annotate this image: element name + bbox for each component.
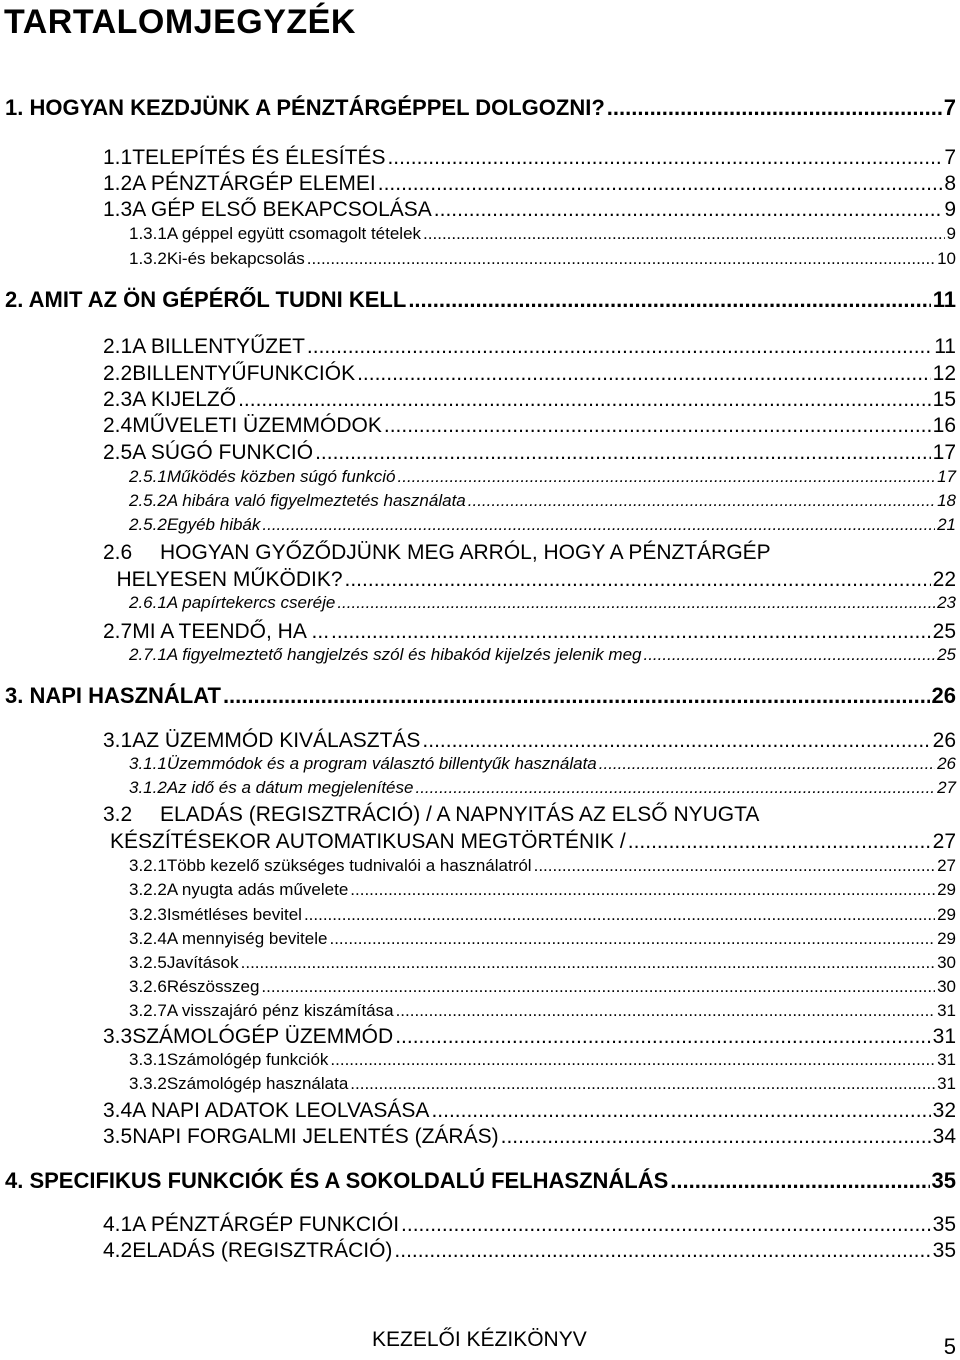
toc-entry-page: 29 (937, 929, 956, 948)
toc-entry-page: 25 (937, 645, 956, 664)
toc-entry-page: 30 (937, 977, 956, 996)
toc-entry-label: A mennyiség bevitele (166, 929, 328, 948)
toc-entry-page: 11 (932, 287, 956, 312)
toc-dot-leader (241, 953, 935, 973)
toc-entry-number: 3.2 (103, 803, 133, 826)
toc-entry-number: 2.5.2 (129, 491, 167, 510)
toc-entry-page: 7 (943, 95, 956, 120)
toc-entry-label: A BILLENTYŰZET (132, 335, 305, 358)
toc-entry[interactable] (129, 645, 956, 665)
toc-entry-label: NAPI FORGALMI JELENTÉS (ZÁRÁS) (132, 1125, 499, 1148)
toc-dot-leader (307, 249, 935, 269)
toc-entry-page: 18 (937, 491, 956, 510)
toc-entry-number: 1.1 (103, 146, 133, 169)
toc-entry-page: 29 (937, 905, 956, 924)
footer-text: KEZELŐI KÉZIKÖNYV (372, 1328, 587, 1351)
toc-entry-number: 3.2.5 (129, 953, 167, 972)
toc-entry[interactable] (103, 1125, 956, 1149)
toc-entry-label: SZÁMOLÓGÉP ÜZEMMÓD (132, 1025, 394, 1048)
toc-entry[interactable] (103, 1099, 956, 1123)
toc-entry-continuation[interactable] (103, 830, 956, 854)
toc-entry-label: 3. NAPI HASZNÁLAT (5, 683, 221, 708)
toc-entry-number: 3.2.7 (129, 1001, 167, 1020)
toc-entry-page: 7 (944, 146, 956, 169)
toc-entry-label: Részösszeg (166, 977, 260, 996)
toc-entry[interactable] (103, 388, 956, 412)
toc-entry[interactable] (129, 929, 956, 949)
toc-entry-continuation[interactable] (103, 568, 956, 592)
toc-entry-page: 17 (932, 441, 956, 464)
toc-dot-leader (501, 1125, 931, 1149)
toc-entry-label: A visszajáró pénz kiszámítása (166, 1001, 394, 1020)
toc-entry-label: A hibára való figyelmeztetés használata (166, 491, 466, 510)
toc-entry-page: 27 (937, 778, 956, 797)
toc-entry-page: 35 (932, 1239, 956, 1262)
toc-entry[interactable] (129, 249, 956, 269)
toc-entry-label: Az idő és a dátum megjelenítése (166, 778, 414, 797)
toc-dot-leader (670, 1168, 929, 1194)
toc-entry[interactable] (129, 224, 956, 244)
toc-dot-leader (423, 224, 944, 244)
toc-entry-label: 4. SPECIFIKUS FUNKCIÓK ÉS A SOKOLDALÚ FELHASZNÁLÁS (5, 1168, 669, 1193)
toc-entry[interactable] (5, 95, 956, 121)
toc-entry-label: Több kezelő szükséges tudnivalói a használatról (166, 856, 532, 875)
toc-entry-label: Javítások (166, 953, 239, 972)
toc-entry[interactable] (103, 803, 956, 827)
toc-entry[interactable] (129, 515, 956, 535)
toc-entry-number: 3.2.3 (129, 905, 167, 924)
toc-dot-leader (599, 754, 935, 774)
toc-entry-label: A géppel együtt csomagolt tételek (166, 224, 422, 243)
toc-dot-leader (378, 172, 943, 196)
toc-entry-label: Számológép használata (166, 1074, 349, 1093)
toc-entry-label: Számológép funkciók (166, 1050, 329, 1069)
toc-entry-label: A GÉP ELSŐ BEKAPCSOLÁSA (132, 198, 432, 221)
toc-entry-page: 35 (932, 1213, 956, 1236)
toc-entry-page: 26 (931, 683, 956, 708)
toc-entry-number: 3.1.2 (129, 778, 167, 797)
toc-entry-page: 9 (944, 198, 956, 221)
toc-entry[interactable] (5, 683, 956, 709)
toc-entry-page: 25 (932, 620, 956, 643)
toc-dot-leader (415, 778, 935, 798)
toc-entry-page: 10 (937, 249, 956, 268)
toc-entry-label: Ismétléses bevitel (166, 905, 302, 924)
toc-dot-leader (398, 467, 936, 487)
toc-entry-page: 26 (937, 754, 956, 773)
toc-entry-page: 9 (946, 224, 956, 243)
toc-entry-page: 31 (937, 1001, 956, 1020)
toc-entry-page: 31 (937, 1050, 956, 1069)
toc-entry[interactable] (129, 593, 956, 613)
toc-entry-number: 2.7 (103, 620, 133, 643)
toc-entry-number: 2.4 (103, 414, 133, 437)
toc-entry-label: A NAPI ADATOK LEOLVASÁSA (132, 1099, 430, 1122)
toc-entry-page: 27 (932, 830, 956, 853)
toc-entry[interactable] (129, 856, 956, 876)
toc-entry-page: 32 (932, 1099, 956, 1122)
toc-entry[interactable] (129, 1001, 956, 1021)
toc-entry-label: A SÚGÓ FUNKCIÓ (132, 441, 314, 464)
page-number: 5 (943, 1334, 956, 1359)
toc-dot-leader (223, 683, 930, 709)
toc-entry-label: KÉSZÍTÉSEKOR AUTOMATIKUSAN MEGTÖRTÉNIK / (109, 830, 626, 853)
toc-entry-number: 2.1 (103, 335, 133, 358)
toc-entry-page: 12 (932, 362, 956, 385)
toc-entry-number: 3.5 (103, 1125, 133, 1148)
toc-entry-label: Egyéb hibák (166, 515, 261, 534)
toc-entry[interactable] (103, 441, 956, 465)
toc-entry-page: 26 (932, 729, 956, 752)
toc-entry-number: 1.3 (103, 198, 133, 221)
toc-dot-leader (395, 1025, 930, 1049)
toc-entry-page: 16 (932, 414, 956, 437)
toc-dot-leader (331, 620, 931, 644)
toc-entry-number: 2.7.1 (129, 645, 167, 664)
toc-entry-label: Működés közben súgó funkció (166, 467, 396, 486)
toc-dot-leader (345, 568, 931, 592)
toc-entry-number: 3.1.1 (129, 754, 167, 773)
toc-entry-page: 17 (937, 467, 956, 486)
toc-entry[interactable] (129, 754, 956, 774)
toc-entry-label: HOGYAN GYŐZŐDJÜNK MEG ARRÓL, HOGY A PÉNZTÁRGÉP (160, 541, 771, 564)
toc-dot-leader (387, 146, 942, 170)
toc-entry-number: 2.3 (103, 388, 133, 411)
toc-entry[interactable] (129, 491, 956, 511)
toc-entry-number: 2.6.1 (129, 593, 167, 612)
toc-entry[interactable] (103, 198, 956, 222)
toc-entry[interactable] (103, 620, 956, 644)
toc-entry-number: 3.1 (103, 729, 133, 752)
toc-entry-page: 35 (931, 1168, 956, 1193)
toc-entry[interactable] (129, 977, 956, 997)
toc-dot-leader (262, 515, 935, 535)
toc-entry-number: 3.3.1 (129, 1050, 167, 1069)
toc-entry-number: 3.2.2 (129, 880, 167, 899)
toc-entry-label: BILLENTYŰFUNKCIÓK (132, 362, 356, 385)
toc-dot-leader (337, 593, 935, 613)
toc-dot-leader (408, 287, 930, 313)
toc-dot-leader (384, 414, 931, 438)
toc-entry-number: 1.3.2 (129, 249, 167, 268)
toc-entry[interactable] (5, 1168, 956, 1194)
toc-entry-label: A PÉNZTÁRGÉP ELEMEI (132, 172, 376, 195)
toc-entry-page: 22 (932, 568, 956, 591)
toc-entry-label: A KIJELZŐ (132, 388, 237, 411)
toc-entry[interactable] (5, 287, 956, 313)
toc-dot-leader (315, 441, 931, 465)
toc-entry-number: 3.2.6 (129, 977, 167, 996)
toc-dot-leader (401, 1213, 931, 1237)
toc-dot-leader (628, 830, 931, 854)
toc-entry-number: 1.3.1 (129, 224, 167, 243)
toc-dot-leader (307, 335, 932, 359)
toc-entry[interactable] (103, 729, 956, 753)
toc-entry-label: 1. HOGYAN KEZDJÜNK A PÉNZTÁRGÉPPEL DOLGOZNI? (5, 95, 605, 120)
toc-entry-number: 3.3 (103, 1025, 133, 1048)
toc-entry-label: 2. AMIT AZ ÖN GÉPÉRŐL TUDNI KELL (5, 287, 407, 312)
toc-entry-page: 27 (937, 856, 956, 875)
toc-entry-page: 34 (932, 1125, 956, 1148)
toc-entry-label: MI A TEENDŐ, HA ... (132, 620, 330, 643)
toc-dot-leader (304, 905, 935, 925)
toc-entry-number: 4.1 (103, 1213, 133, 1236)
toc-entry[interactable] (129, 880, 956, 900)
toc-entry-page: 15 (932, 388, 956, 411)
toc-entry[interactable] (129, 1050, 956, 1070)
toc-entry-page: 29 (937, 880, 956, 899)
toc-entry[interactable] (103, 414, 956, 438)
toc-dot-leader (643, 645, 935, 665)
toc-entry[interactable] (103, 172, 956, 196)
toc-entry-page: 31 (937, 1074, 956, 1093)
toc-entry-page: 31 (932, 1025, 956, 1048)
toc-entry-number: 2.2 (103, 362, 133, 385)
toc-entry-number: 3.2.1 (129, 856, 167, 875)
toc-entry-page: 30 (937, 953, 956, 972)
toc-dot-leader (350, 880, 935, 900)
toc-dot-leader (434, 198, 943, 222)
toc-entry-page: 8 (944, 172, 956, 195)
toc-entry-label: Üzemmódok és a program választó billentyűk használata (166, 754, 597, 773)
toc-entry[interactable] (103, 362, 956, 386)
toc-entry-number: 2.5.1 (129, 467, 167, 486)
toc-dot-leader (350, 1074, 935, 1094)
toc-entry-label: A figyelmeztető hangjelzés szól és hibakód kijelzés jelenik meg (166, 645, 642, 664)
toc-entry-label: A PÉNZTÁRGÉP FUNKCIÓI (132, 1213, 400, 1236)
toc-entry[interactable] (103, 146, 956, 170)
toc-entry[interactable] (103, 1213, 956, 1237)
toc-dot-leader (238, 388, 931, 412)
toc-entry-label: TELEPÍTÉS ÉS ÉLESÍTÉS (132, 146, 386, 169)
toc-dot-leader (534, 856, 935, 876)
toc-entry[interactable] (103, 1239, 956, 1263)
toc-dot-leader (357, 362, 931, 386)
toc-entry[interactable] (129, 778, 956, 798)
toc-entry-number: 1.2 (103, 172, 133, 195)
toc-entry-label: MŰVELETI ÜZEMMÓDOK (132, 414, 382, 437)
page-title: TARTALOMJEGYZÉK (4, 3, 356, 41)
toc-entry-number: 2.5 (103, 441, 133, 464)
toc-entry-label: ELADÁS (REGISZTRÁCIÓ) / A NAPNYITÁS AZ ELSŐ NYUGTA (160, 803, 760, 826)
toc-entry-label: HELYESEN MŰKÖDIK? (116, 568, 343, 591)
toc-entry[interactable] (103, 541, 956, 565)
toc-entry-page: 23 (937, 593, 956, 612)
toc-entry[interactable] (103, 335, 956, 359)
toc-dot-leader (330, 1050, 935, 1070)
toc-entry[interactable] (129, 1074, 956, 1094)
toc-entry[interactable] (129, 905, 956, 925)
toc-entry-number: 3.2.4 (129, 929, 167, 948)
toc-entry-label: A nyugta adás művelete (166, 880, 349, 899)
toc-entry-label: AZ ÜZEMMÓD KIVÁLASZTÁS (132, 729, 421, 752)
toc-dot-leader (607, 95, 942, 121)
toc-entry-label: A papírtekercs cseréje (166, 593, 336, 612)
toc-entry-number: 3.4 (103, 1099, 133, 1122)
toc-entry[interactable] (129, 467, 956, 487)
toc-entry[interactable] (103, 1025, 956, 1049)
toc-dot-leader (431, 1099, 930, 1123)
toc-dot-leader (422, 729, 930, 753)
toc-entry-label: ELADÁS (REGISZTRÁCIÓ) (132, 1239, 393, 1262)
toc-entry-number: 3.3.2 (129, 1074, 167, 1093)
toc-dot-leader (261, 977, 935, 997)
toc-entry-page: 11 (934, 335, 956, 358)
toc-dot-leader (468, 491, 935, 511)
toc-dot-leader (329, 929, 935, 949)
toc-dot-leader (396, 1001, 936, 1021)
toc-entry-page: 21 (937, 515, 956, 534)
toc-entry[interactable] (129, 953, 956, 973)
toc-dot-leader (394, 1239, 930, 1263)
toc-entry-label: Ki-és bekapcsolás (166, 249, 305, 268)
toc-entry-number: 2.6 (103, 541, 133, 564)
toc-entry-number: 4.2 (103, 1239, 133, 1262)
toc-entry-number: 2.5.2 (129, 515, 167, 534)
